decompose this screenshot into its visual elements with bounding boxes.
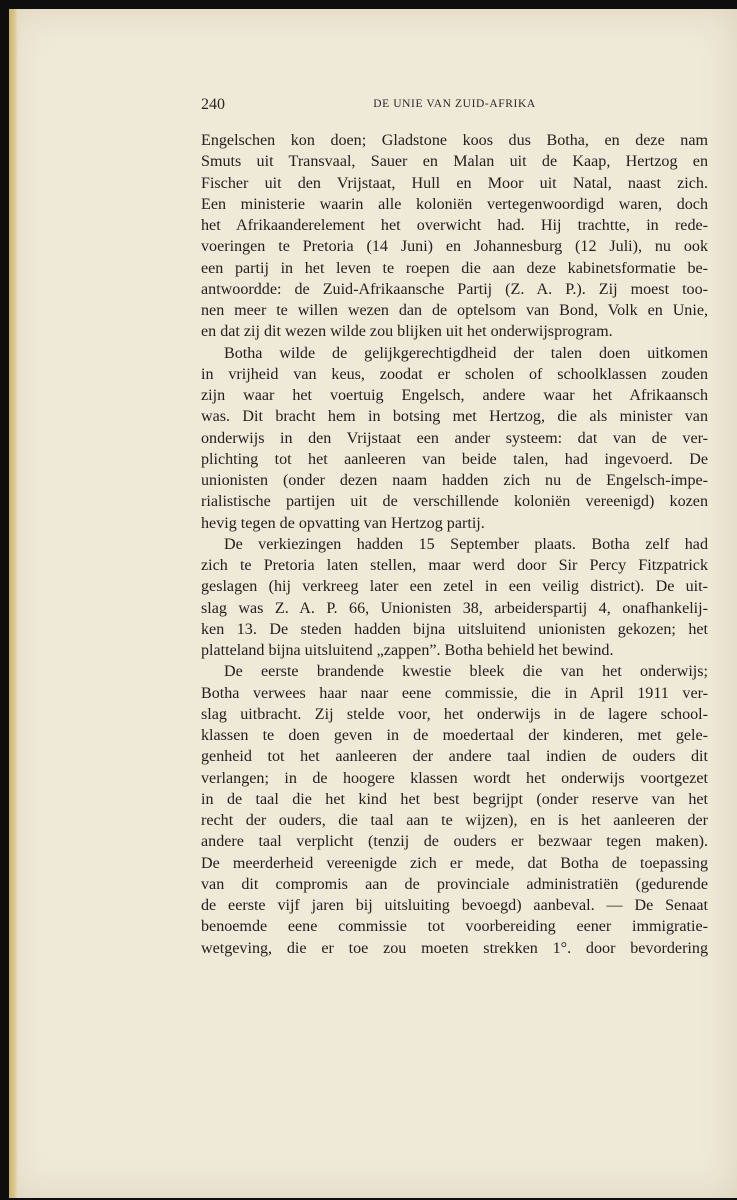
text-line: Smuts uit Transvaal, Sauer en Malan uit de Kaap, Hertzog en [201,153,708,171]
text-line: genheid tot het aanleeren der andere taal indien de ouders dit [201,748,708,766]
text-line: Een ministerie waarin alle koloniën vertegenwoordigd waren, doch [201,195,708,213]
text-line: het Afrikaanderelement het overwicht had. Hij trachtte, in rede- [201,217,708,234]
text-line: recht der ouders, die taal aan te wijzen), en is het aanleeren der [201,812,708,829]
text-line: Botha wilde de gelijkgerechtigdheid der talen doen uitkomen [224,344,708,362]
text-line: de eerste vijf jaren bij uitsluiting bevoegd) aanbeval. — De Senaat [201,897,708,914]
text-line: De verkiezingen hadden 15 September plaats. Botha zelf had [224,535,708,553]
text-line: zijn waar het voertuig Engelsch, andere waar het Afrikaansch [201,387,708,404]
text-line: geslagen (hij verkreeg later een zetel in een veilig district). De uit- [201,578,708,596]
text-line: onderwijs in den Vrijstaat een ander systeem: dat van de ver- [201,429,708,447]
text-line: andere taal verplicht (tenzij de ouders er bezwaar tegen maken). [201,833,708,851]
text-line: Fischer uit den Vrijstaat, Hull en Moor uit Natal, naast zich. [201,174,708,192]
text-line: plichting tot het aanleeren van beide talen, had ingevoerd. De [201,450,708,468]
text-line: verlangen; in de hoogere klassen wordt het onderwijs voortgezet [201,769,708,787]
running-header [201,96,708,116]
text-line: platteland bijna uitsluitend „zappen”. Botha behield het bewind. [201,642,614,659]
running-title: DE UNIE VAN ZUID-AFRIKA [373,98,536,110]
text-line: hevig tegen de opvatting van Hertzog partij. [201,514,485,532]
text-line: slag was Z. A. P. 66, Unionisten 38, arbeiderspartij 4, onafhankelij- [201,599,708,617]
text-line: slag uitbracht. Zij stelde voor, het onderwijs in de lagere school- [201,705,708,723]
text-line: wetgeving, die er toe zou moeten strekken 1°. door bevordering [201,939,708,957]
page-gutter [9,9,18,1198]
page-number: 240 [201,96,225,113]
text-line: zich te Pretoria laten stellen, maar werd door Sir Percy Fitzpatrick [201,557,708,574]
text-line: in vrijheid van keus, zoodat er scholen of schoolklassen zouden [201,365,708,383]
text-line: De meerderheid vereenigde zich er mede, dat Botha de toepassing [201,854,708,872]
text-line: De eerste brandende kwestie bleek die van het onderwijs; [224,663,708,681]
text-line: in de taal die het kind het best begrijpt (onder reserve van het [201,790,708,808]
text-line: nen meer te willen wezen dan de optelsom van Bond, Volk en Unie, [201,302,708,319]
text-line: van dit compromis aan de provinciale administratiën (gedurende [201,875,708,893]
text-line: een partij in het leven te roepen die aan deze kabinetsformatie be- [201,259,708,277]
text-line: was. Dit bracht hem in botsing met Hertzog, die als minister van [201,408,708,426]
text-line: rialistische partijen uit de verschillende koloniën vereenigd) kozen [201,493,708,511]
body-text [201,130,708,959]
text-line: unionisten (onder dezen naam hadden zich nu de Engelsch-impe- [201,472,708,489]
text-line: antwoordde: de Zuid-Afrikaansche Partij (Z. A. P.). Zij moest too- [201,280,708,298]
text-line: ken 13. De steden hadden bijna uitsluitend unionisten gekozen; het [201,620,708,638]
text-line: Engelschen kon doen; Gladstone koos dus Botha, en deze nam [201,132,708,149]
text-line: Botha verwees haar naar eene commissie, die in April 1911 ver- [201,684,708,702]
text-line: en dat zij dit wezen wilde zou blijken uit het onderwijsprogram. [201,323,613,341]
text-line: klassen te doen geven in de moedertaal der kinderen, met gele- [201,727,708,744]
text-line: benoemde eene commissie tot voorbereiding eener immigratie- [201,918,708,936]
text-line: voeringen te Pretoria (14 Juni) en Johannesburg (12 Juli), nu ook [201,238,708,256]
